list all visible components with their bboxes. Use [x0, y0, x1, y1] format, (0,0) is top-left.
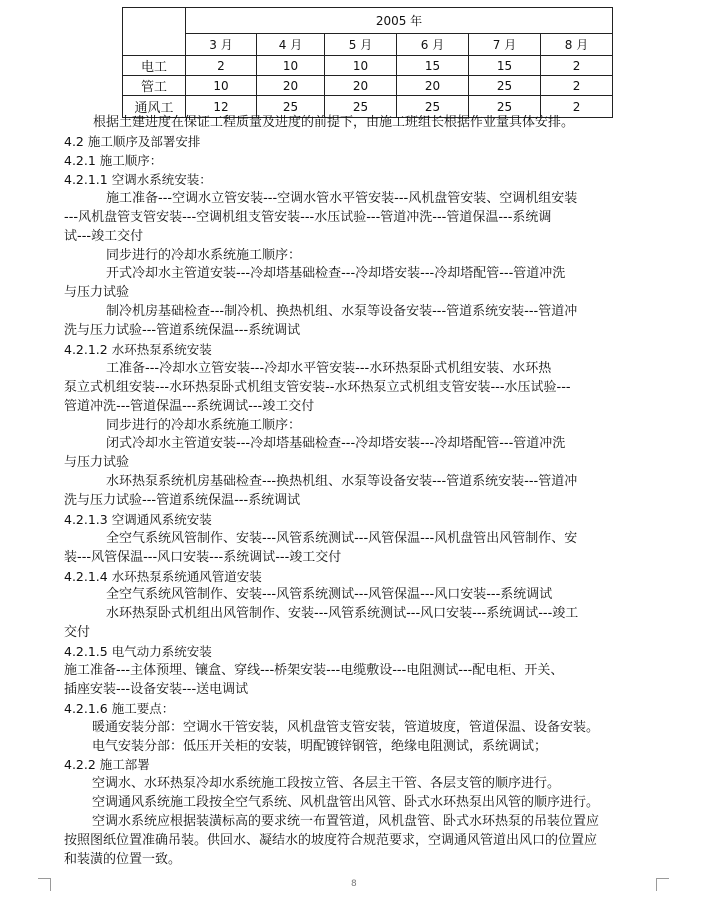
section-heading: 4.2.1.5 电气动力系统安装: [64, 644, 212, 659]
paragraph-line: 根据土建进度在保证工程质量及进度的前提下，由施工班组长根据作业量具体安排。: [93, 115, 575, 130]
section-heading: 4.2.1.4 水环热泵系统通风管道安装: [64, 569, 262, 584]
month-header: 3 月: [186, 34, 257, 56]
paragraph-line: 交付: [64, 625, 91, 640]
table-header-year-row: [123, 8, 613, 34]
staffing-table: [122, 7, 613, 118]
paragraph-line: 空调水系统应根据装潢标高的要求统一布置管道，风机盘管、卧式水环热泵的吊装位置应: [92, 814, 600, 829]
section-heading: 4.2.1.2 水环热泵系统安装: [64, 342, 212, 357]
paragraph-line: 全空气系统风管制作、安装---风管系统测试---风管保温---风口安装---系统调试: [106, 587, 553, 602]
paragraph-line: 和装潢的位置一致。: [64, 852, 182, 867]
paragraph-line: 水环热泵卧式机组出风管制作、安装---风管系统测试---风口安装---系统调试---竣工: [106, 606, 579, 621]
paragraph-line: 电气安装分部：低压开关柜的安装，明配镀锌钢管，绝缘电阻测试，系统调试；: [92, 739, 548, 754]
table-cell: 15: [397, 56, 469, 76]
month-header: 8 月: [541, 34, 613, 56]
paragraph-line: 与压力试验: [64, 455, 130, 470]
section-heading: 4.2.1 施工顺序：: [64, 153, 163, 168]
table-cell: 2: [541, 56, 613, 76]
table-year-header: 2005 年: [186, 8, 613, 34]
paragraph-line: 空调水、水环热泵冷却水系统施工段按立管、各层主干管、各层支管的顺序进行。: [92, 776, 561, 791]
section-heading: 4.2.1.1 空调水系统安装：: [64, 172, 212, 187]
paragraph-line: 泵立式机组安装---水环热泵卧式机组支管安装--水环热泵立式机组支管安装---水压试验---: [64, 380, 571, 395]
paragraph-line: ---风机盘管支管安装---空调机组支管安装---水压试验---管道冲洗---管道保温---系统调: [64, 210, 552, 225]
paragraph-line: 同步进行的冷却水系统施工顺序：: [106, 248, 302, 263]
table-row: [123, 76, 613, 96]
paragraph-line: 暖通安装分部：空调水干管安装，风机盘管支管安装，管道坡度，管道保温、设备安装。: [92, 720, 600, 735]
page-number: 8: [351, 879, 357, 889]
table-row: [123, 56, 613, 76]
paragraph-line: 全空气系统风管制作、安装---风管系统测试---风管保温---风机盘管出风管制作、安: [106, 531, 578, 546]
table-cell: 10: [186, 76, 257, 96]
paragraph-line: 洗与压力试验---管道系统保温---系统调试: [64, 323, 301, 338]
paragraph-line: 装---风管保温---风口安装---系统调试---竣工交付: [64, 550, 342, 565]
row-label: 管工: [123, 76, 186, 96]
table-cell: 25: [257, 96, 325, 118]
table-cell: 20: [397, 76, 469, 96]
paragraph-line: 空调通风系统施工段按全空气系统、风机盘管出风管、卧式水环热泵出风管的顺序进行。: [92, 795, 600, 810]
month-header: 5 月: [325, 34, 397, 56]
table-cell: 2: [541, 96, 613, 118]
paragraph-line: 水环热泵系统机房基础检查---换热机组、水泵等设备安装---管道系统安装---管道冲: [106, 474, 578, 489]
paragraph-line: 施工准备---主体预埋、镶盒、穿线---桥架安装---电缆敷设---电阻测试---配电柜、开关、: [64, 663, 564, 678]
section-heading: 4.2.1.6 施工要点：: [64, 701, 175, 716]
margin-corner-mark-left: [38, 878, 51, 891]
paragraph-line: 工准备---冷却水立管安装---冷却水平管安装---水环热泵卧式机组安装、水环热: [106, 361, 552, 376]
section-heading: 4.2 施工顺序及部署安排: [64, 134, 201, 149]
paragraph-line: 同步进行的冷却水系统施工顺序：: [106, 418, 302, 433]
table-corner-cell: [123, 8, 186, 56]
table-cell: 25: [469, 96, 541, 118]
paragraph-line: 管道冲洗---管道保温---系统调试---竣工交付: [64, 399, 315, 414]
paragraph-line: 洗与压力试验---管道系统保温---系统调试: [64, 493, 301, 508]
table-cell: 10: [257, 56, 325, 76]
table-cell: 15: [469, 56, 541, 76]
paragraph-line: 按照图纸位置准确吊装。供回水、凝结水的坡度符合规范要求，空调通风管道出风口的位置应: [64, 833, 598, 848]
paragraph-line: 开式冷却水主管道安装---冷却塔基础检查---冷却塔安装---冷却塔配管---管道冲洗: [106, 266, 566, 281]
table-cell: 25: [469, 76, 541, 96]
table-cell: 25: [325, 96, 397, 118]
paragraph-line: 闭式冷却水主管道安装---冷却塔基础检查---冷却塔安装---冷却塔配管---管道冲洗: [106, 436, 566, 451]
table-cell: 20: [325, 76, 397, 96]
table-cell: 2: [186, 56, 257, 76]
row-label: 通风工: [123, 96, 186, 118]
table-cell: 12: [186, 96, 257, 118]
month-header: 4 月: [257, 34, 325, 56]
paragraph-line: 制冷机房基础检查---制冷机、换热机组、水泵等设备安装---管道系统安装---管道冲: [106, 304, 578, 319]
margin-corner-mark-right: [656, 878, 669, 891]
table-cell: 10: [325, 56, 397, 76]
month-header: 7 月: [469, 34, 541, 56]
table-cell: 20: [257, 76, 325, 96]
row-label: 电工: [123, 56, 186, 76]
paragraph-line: 施工准备---空调水立管安装---空调水管水平管安装---风机盘管安装、空调机组安装: [106, 191, 578, 206]
table-header-month-row: [123, 34, 613, 56]
section-heading: 4.2.2 施工部署: [64, 757, 150, 772]
table-cell: 2: [541, 76, 613, 96]
paragraph-line: 与压力试验: [64, 285, 130, 300]
paragraph-line: 试---竣工交付: [64, 229, 144, 244]
paragraph-line: 插座安装---设备安装---送电调试: [64, 682, 249, 697]
month-header: 6 月: [397, 34, 469, 56]
section-heading: 4.2.1.3 空调通风系统安装: [64, 512, 212, 527]
table-cell: 25: [397, 96, 469, 118]
